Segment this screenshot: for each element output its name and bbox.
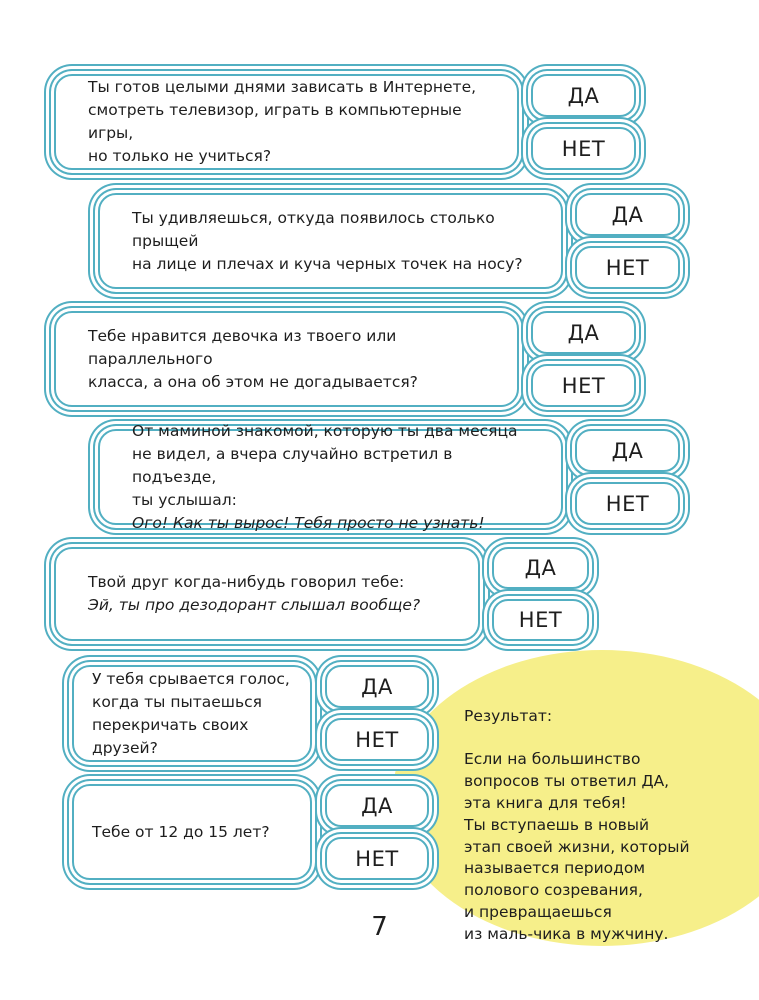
question-3-text: Тебе нравится девочка из твоего или параллельного класса, а она об этом не догадывается? <box>88 326 418 391</box>
question-3-no-button[interactable]: НЕТ <box>531 364 636 407</box>
question-2-yes-button[interactable]: ДА <box>575 193 680 236</box>
question-7-yes-button[interactable]: ДА <box>325 784 429 827</box>
question-5-no-button[interactable]: НЕТ <box>492 599 589 641</box>
question-7-no-button[interactable]: НЕТ <box>325 837 429 880</box>
question-2-no-button[interactable]: НЕТ <box>575 246 680 289</box>
question-5-yes-button[interactable]: ДА <box>492 547 589 589</box>
question-3-yes-button[interactable]: ДА <box>531 311 636 354</box>
question-3-box <box>54 311 519 407</box>
question-1-yes-button[interactable]: ДА <box>531 74 636 117</box>
question-4-box <box>98 421 563 532</box>
question-1-box <box>54 74 519 170</box>
question-6-text: У тебя срывается голос, когда ты пытаешься перекричать своих друзей? <box>92 669 290 757</box>
question-1-text: Ты готов целыми днями зависать в Интернете, смотреть телевизор, играть в компьютерные игры, но только не учиться? <box>88 78 477 165</box>
question-5-text: Твой друг когда-нибудь говорил тебе: <box>88 573 405 591</box>
question-7-box <box>72 784 312 880</box>
result-text: Если на большинство вопросов ты ответил ДА, эта книга для тебя! Ты вступаешь в новый этап своей жизни, который называется периодом полового созревания, и превращаешься из маль-чика в мужчину. <box>464 750 690 943</box>
question-6-no-button[interactable]: НЕТ <box>325 718 429 761</box>
question-6-box <box>72 665 312 762</box>
question-7-text: Тебе от 12 до 15 лет? <box>92 822 270 841</box>
page-number: 7 <box>371 912 388 942</box>
question-5-italic: Эй, ты про дезодорант слышал вообще? <box>88 596 421 614</box>
question-6-yes-button[interactable]: ДА <box>325 665 429 708</box>
question-1-no-button[interactable]: НЕТ <box>531 127 636 170</box>
question-4-no-button[interactable]: НЕТ <box>575 482 680 525</box>
question-4-italic: Ого! Как ты вырос! Тебя просто не узнать! <box>132 513 485 532</box>
question-2-box <box>98 193 563 289</box>
question-4-text: От маминой знакомой, которую ты два месяца не видел, а вчера случайно встретил в подъезде, ты услышал: <box>132 421 518 509</box>
question-5-box <box>54 547 480 641</box>
result-title: Результат: <box>464 706 553 725</box>
question-2-text: Ты удивляешься, откуда появилось столько прыщей на лице и плечах и куча черных точек на носу? <box>132 208 523 273</box>
question-4-yes-button[interactable]: ДА <box>575 429 680 472</box>
